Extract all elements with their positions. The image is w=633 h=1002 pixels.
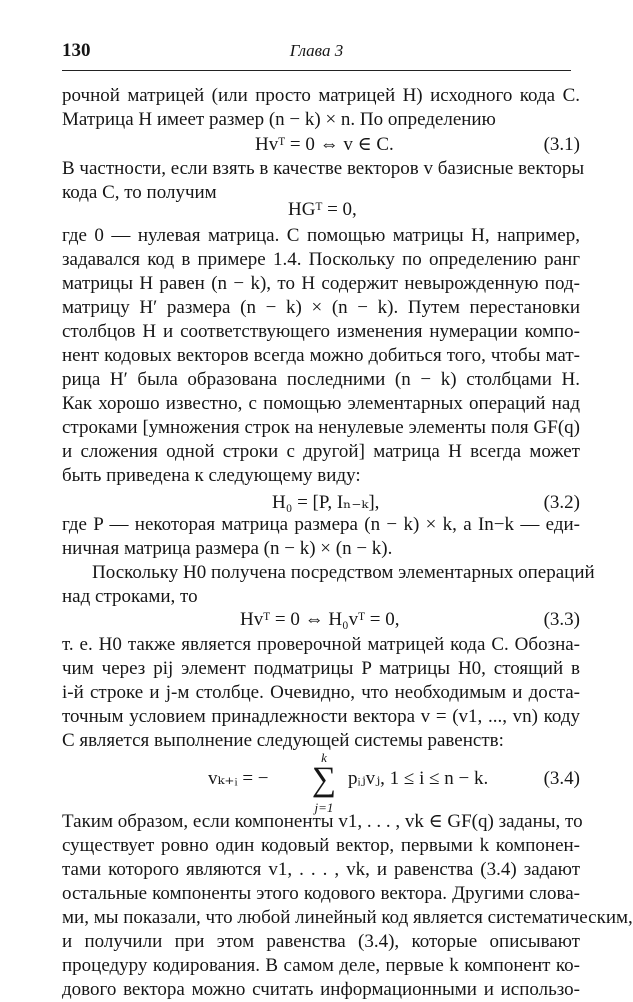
text-line: рочной матрицей (или просто матрицей H) исходного кода C. bbox=[62, 85, 580, 106]
text-line: т. е. H0 также является проверочной матрицей кода C. Обозна- bbox=[62, 634, 580, 655]
text-line: Поскольку H0 получена посредством элементарных операций bbox=[92, 562, 595, 583]
text-line: дового вектора можно считать информационными и использо- bbox=[62, 979, 580, 1000]
sum-lower-limit: j=1 bbox=[314, 800, 334, 815]
sum-upper-limit: k bbox=[321, 750, 327, 765]
text-line: и получили при этом равенства (3.4), которые описывают bbox=[62, 931, 580, 952]
sum-symbol: ∑ bbox=[311, 761, 337, 798]
equation-3-3: Hvᵀ = 0 ⇔ H₀vᵀ = 0, bbox=[240, 609, 400, 630]
text-line: i-й строке и j-м столбце. Очевидно, что необходимым и доста- bbox=[62, 682, 580, 703]
text-line: ничная матрица размера (n − k) × (n − k). bbox=[62, 538, 393, 559]
text-line: процедуру кодирования. В самом деле, первые k компонент ко- bbox=[62, 955, 580, 976]
equation-hg: HGᵀ = 0, bbox=[288, 199, 357, 220]
text-line: кода C, то получим bbox=[62, 182, 217, 203]
text-line: рица H′ была образована последними (n − k) столбцами H. bbox=[62, 369, 580, 390]
text-line: где P — некоторая матрица размера (n − k) × k, а In−k — еди- bbox=[62, 514, 580, 535]
equation-3-4-number: (3.4) bbox=[543, 768, 580, 789]
text-line: C является выполнение следующей системы равенств: bbox=[62, 730, 504, 751]
text-line: остальные компоненты этого кодового вектора. Другими слова- bbox=[62, 883, 580, 904]
text-line: столбцов H и соответствующего изменения нумерации компо- bbox=[62, 321, 580, 342]
equation-3-1-number: (3.1) bbox=[543, 134, 580, 155]
text-line: тами которого являются v1, . . . , vk, и равенства (3.4) задают bbox=[62, 859, 580, 880]
text-line: быть приведена к следующему виду: bbox=[62, 465, 361, 486]
page-number: 130 bbox=[62, 40, 91, 61]
text-line: матрицу H′ размера (n − k) × (n − k). Путем перестановки bbox=[62, 297, 580, 318]
text-line: над строками, то bbox=[62, 586, 198, 607]
text-line: точным условием принадлежности вектора v = (v1, ..., vn) коду bbox=[62, 706, 580, 727]
page-header bbox=[62, 40, 571, 64]
running-title: Глава 3 bbox=[289, 41, 344, 60]
text-line: строками [умножения строк на ненулевые элементы поля GF(q) bbox=[62, 417, 580, 438]
header-rule bbox=[62, 70, 571, 71]
equation-3-3-number: (3.3) bbox=[543, 609, 580, 630]
text-line: задавался код в примере 1.4. Поскольку по определению ранг bbox=[62, 249, 580, 270]
text-line: где 0 — нулевая матрица. С помощью матрицы H, например, bbox=[62, 225, 580, 246]
equation-3-2-number: (3.2) bbox=[543, 492, 580, 513]
equation-3-2: H₀ = [P, Iₙ₋ₖ], bbox=[272, 492, 380, 513]
text-line: и сложения одной строки с другой] матрица H всегда может bbox=[62, 441, 580, 462]
text-line: существует ровно один кодовый вектор, первыми k компонен- bbox=[62, 835, 580, 856]
equation-3-4-rhs: pᵢⱼvⱼ, 1 ≤ i ≤ n − k. bbox=[348, 768, 489, 789]
text-line: чим через pij элемент подматрицы P матрицы H0, стоящий в bbox=[62, 658, 580, 679]
equation-3-1: Hvᵀ = 0 ⇔ v ∈ C. bbox=[255, 134, 394, 155]
text-line: Матрица H имеет размер (n − k) × n. По определению bbox=[62, 109, 496, 130]
text-line: Таким образом, если компоненты v1, . . . , vk ∈ GF(q) заданы, то bbox=[62, 811, 583, 832]
text-line: нент кодовых векторов всегда можно добиться того, чтобы мат- bbox=[62, 345, 580, 366]
text-line: Как хорошо известно, с помощью элементарных операций над bbox=[62, 393, 580, 414]
text-line: ми, мы показали, что любой линейный код является систематическим, bbox=[62, 907, 633, 928]
text-line: матрицы H равен (n − k), то H содержит невырожденную под- bbox=[62, 273, 580, 294]
text-line: В частности, если взять в качестве векторов v базисные векторы bbox=[62, 158, 585, 179]
equation-3-4-lhs: vₖ₊ᵢ = − bbox=[208, 768, 269, 789]
